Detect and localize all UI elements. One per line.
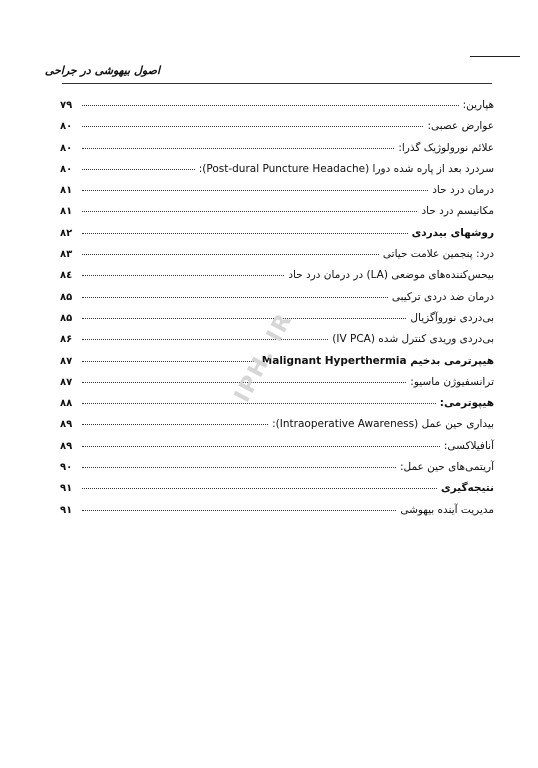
toc-dot-leader [82, 211, 417, 212]
toc-entry-page-number: ۸۰ [60, 163, 73, 175]
top-rule [470, 56, 520, 57]
toc-entry-page-number: ۸۰ [60, 121, 73, 133]
toc-entry-title: مکانیسم درد حاد [421, 205, 494, 218]
toc-dot-leader [82, 105, 459, 106]
toc-entry [60, 393, 494, 414]
toc-dot-leader [82, 169, 195, 170]
running-header: اصول بیهوشی در جراحی [44, 64, 160, 77]
toc-dot-leader [82, 148, 394, 149]
toc-entry-title: هپارین: [462, 99, 494, 111]
toc-entry [60, 372, 494, 393]
toc-entry-title: سردرد بعد از پاره شده دورا (Post-dural Puncture Headache): [198, 162, 494, 175]
toc-entry-title: بیحس‌کننده‌های موضعی (LA) در درمان درد حاد [288, 269, 494, 282]
toc-entry-page-number: ۸۱ [60, 206, 73, 218]
toc-entry-title: بی‌دردی نوروآگزیال [410, 311, 494, 324]
toc-entry [60, 287, 494, 308]
toc-entry [60, 201, 494, 222]
toc-entry [60, 265, 494, 286]
toc-entry-page-number: ۷۹ [60, 100, 73, 111]
toc-dot-leader [82, 446, 440, 447]
toc-entry-title: هیپرترمی بدخیم Malignant Hyperthermia [261, 354, 494, 367]
toc-entry [60, 223, 494, 244]
toc-entry-page-number: ۸۸ [60, 398, 73, 410]
toc-entry-title: علائم نورولوژیک گذرا: [398, 141, 494, 154]
toc-entry-title: بیداری حین عمل (Intraoperative Awareness): [272, 418, 494, 431]
toc-entry [60, 180, 494, 201]
toc-entry [60, 244, 494, 265]
toc-entry [60, 478, 494, 499]
toc-entry-page-number: ۹۰ [60, 462, 73, 474]
toc-entry-page-number: ۸۵ [60, 312, 73, 324]
toc-dot-leader [82, 403, 436, 404]
toc-entry-page-number: ۸۲ [60, 227, 73, 239]
toc-entry-page-number: ۹۱ [60, 504, 73, 516]
toc-entry-title: عوارض عصبی: [427, 120, 494, 133]
toc-entry-page-number: ۸۶ [60, 334, 73, 346]
toc-entry-page-number: ۸٤ [60, 270, 73, 282]
toc-entry-title: ترانسفیوژن ماسیو: [410, 375, 494, 388]
toc-dot-leader [82, 361, 258, 362]
toc-entry-page-number: ۸۰ [60, 142, 73, 154]
toc-dot-leader [82, 318, 406, 319]
toc-entry-page-number: ۸۵ [60, 291, 73, 303]
toc-dot-leader [82, 126, 423, 127]
toc-entry-title: آنافیلاکسی: [443, 439, 494, 452]
toc-entry-page-number: ۸۱ [60, 185, 73, 197]
toc-dot-leader [82, 275, 284, 276]
toc-dot-leader [82, 190, 428, 191]
table-of-contents [60, 95, 494, 521]
toc-dot-leader [82, 339, 328, 340]
toc-entry-title: آریتمی‌های حین عمل: [399, 461, 494, 474]
toc-entry [60, 500, 494, 521]
toc-dot-leader [82, 254, 379, 255]
toc-entry [60, 116, 494, 137]
toc-entry-title: بی‌دردی وریدی کنترل شده (IV PCA) [332, 333, 494, 346]
toc-entry-page-number: ۸۷ [60, 376, 73, 388]
toc-entry [60, 159, 494, 180]
toc-entry [60, 95, 494, 116]
toc-entry-page-number: ۸۷ [60, 355, 73, 367]
toc-entry-page-number: ۹۱ [60, 483, 73, 495]
toc-entry-title: درمان ضد دردی ترکیبی [391, 290, 494, 303]
toc-entry [60, 414, 494, 435]
header-rule [62, 83, 492, 84]
toc-dot-leader [82, 297, 388, 298]
toc-entry-title: درمان درد حاد [432, 184, 494, 197]
toc-entry-page-number: ۸۹ [60, 440, 73, 452]
toc-dot-leader [82, 467, 396, 468]
toc-entry-title: درد: پنجمین علامت حیاتی [382, 248, 494, 261]
toc-dot-leader [82, 424, 268, 425]
toc-entry-title: هیپوترمی: [439, 397, 494, 410]
toc-dot-leader [82, 510, 396, 511]
toc-dot-leader [82, 488, 437, 489]
watermark: IPH. IR [229, 308, 298, 407]
toc-entry [60, 457, 494, 478]
toc-entry-title: روشهای بیدردی [411, 226, 494, 239]
toc-entry-page-number: ۸۹ [60, 419, 73, 431]
toc-entry-title: نتیجه‌گیری [441, 482, 494, 495]
toc-entry-title: مدیریت آینده بیهوشی [400, 503, 494, 516]
toc-entry-page-number: ۸۳ [60, 249, 73, 261]
toc-dot-leader [82, 233, 408, 234]
toc-entry [60, 436, 494, 457]
toc-entry [60, 138, 494, 159]
